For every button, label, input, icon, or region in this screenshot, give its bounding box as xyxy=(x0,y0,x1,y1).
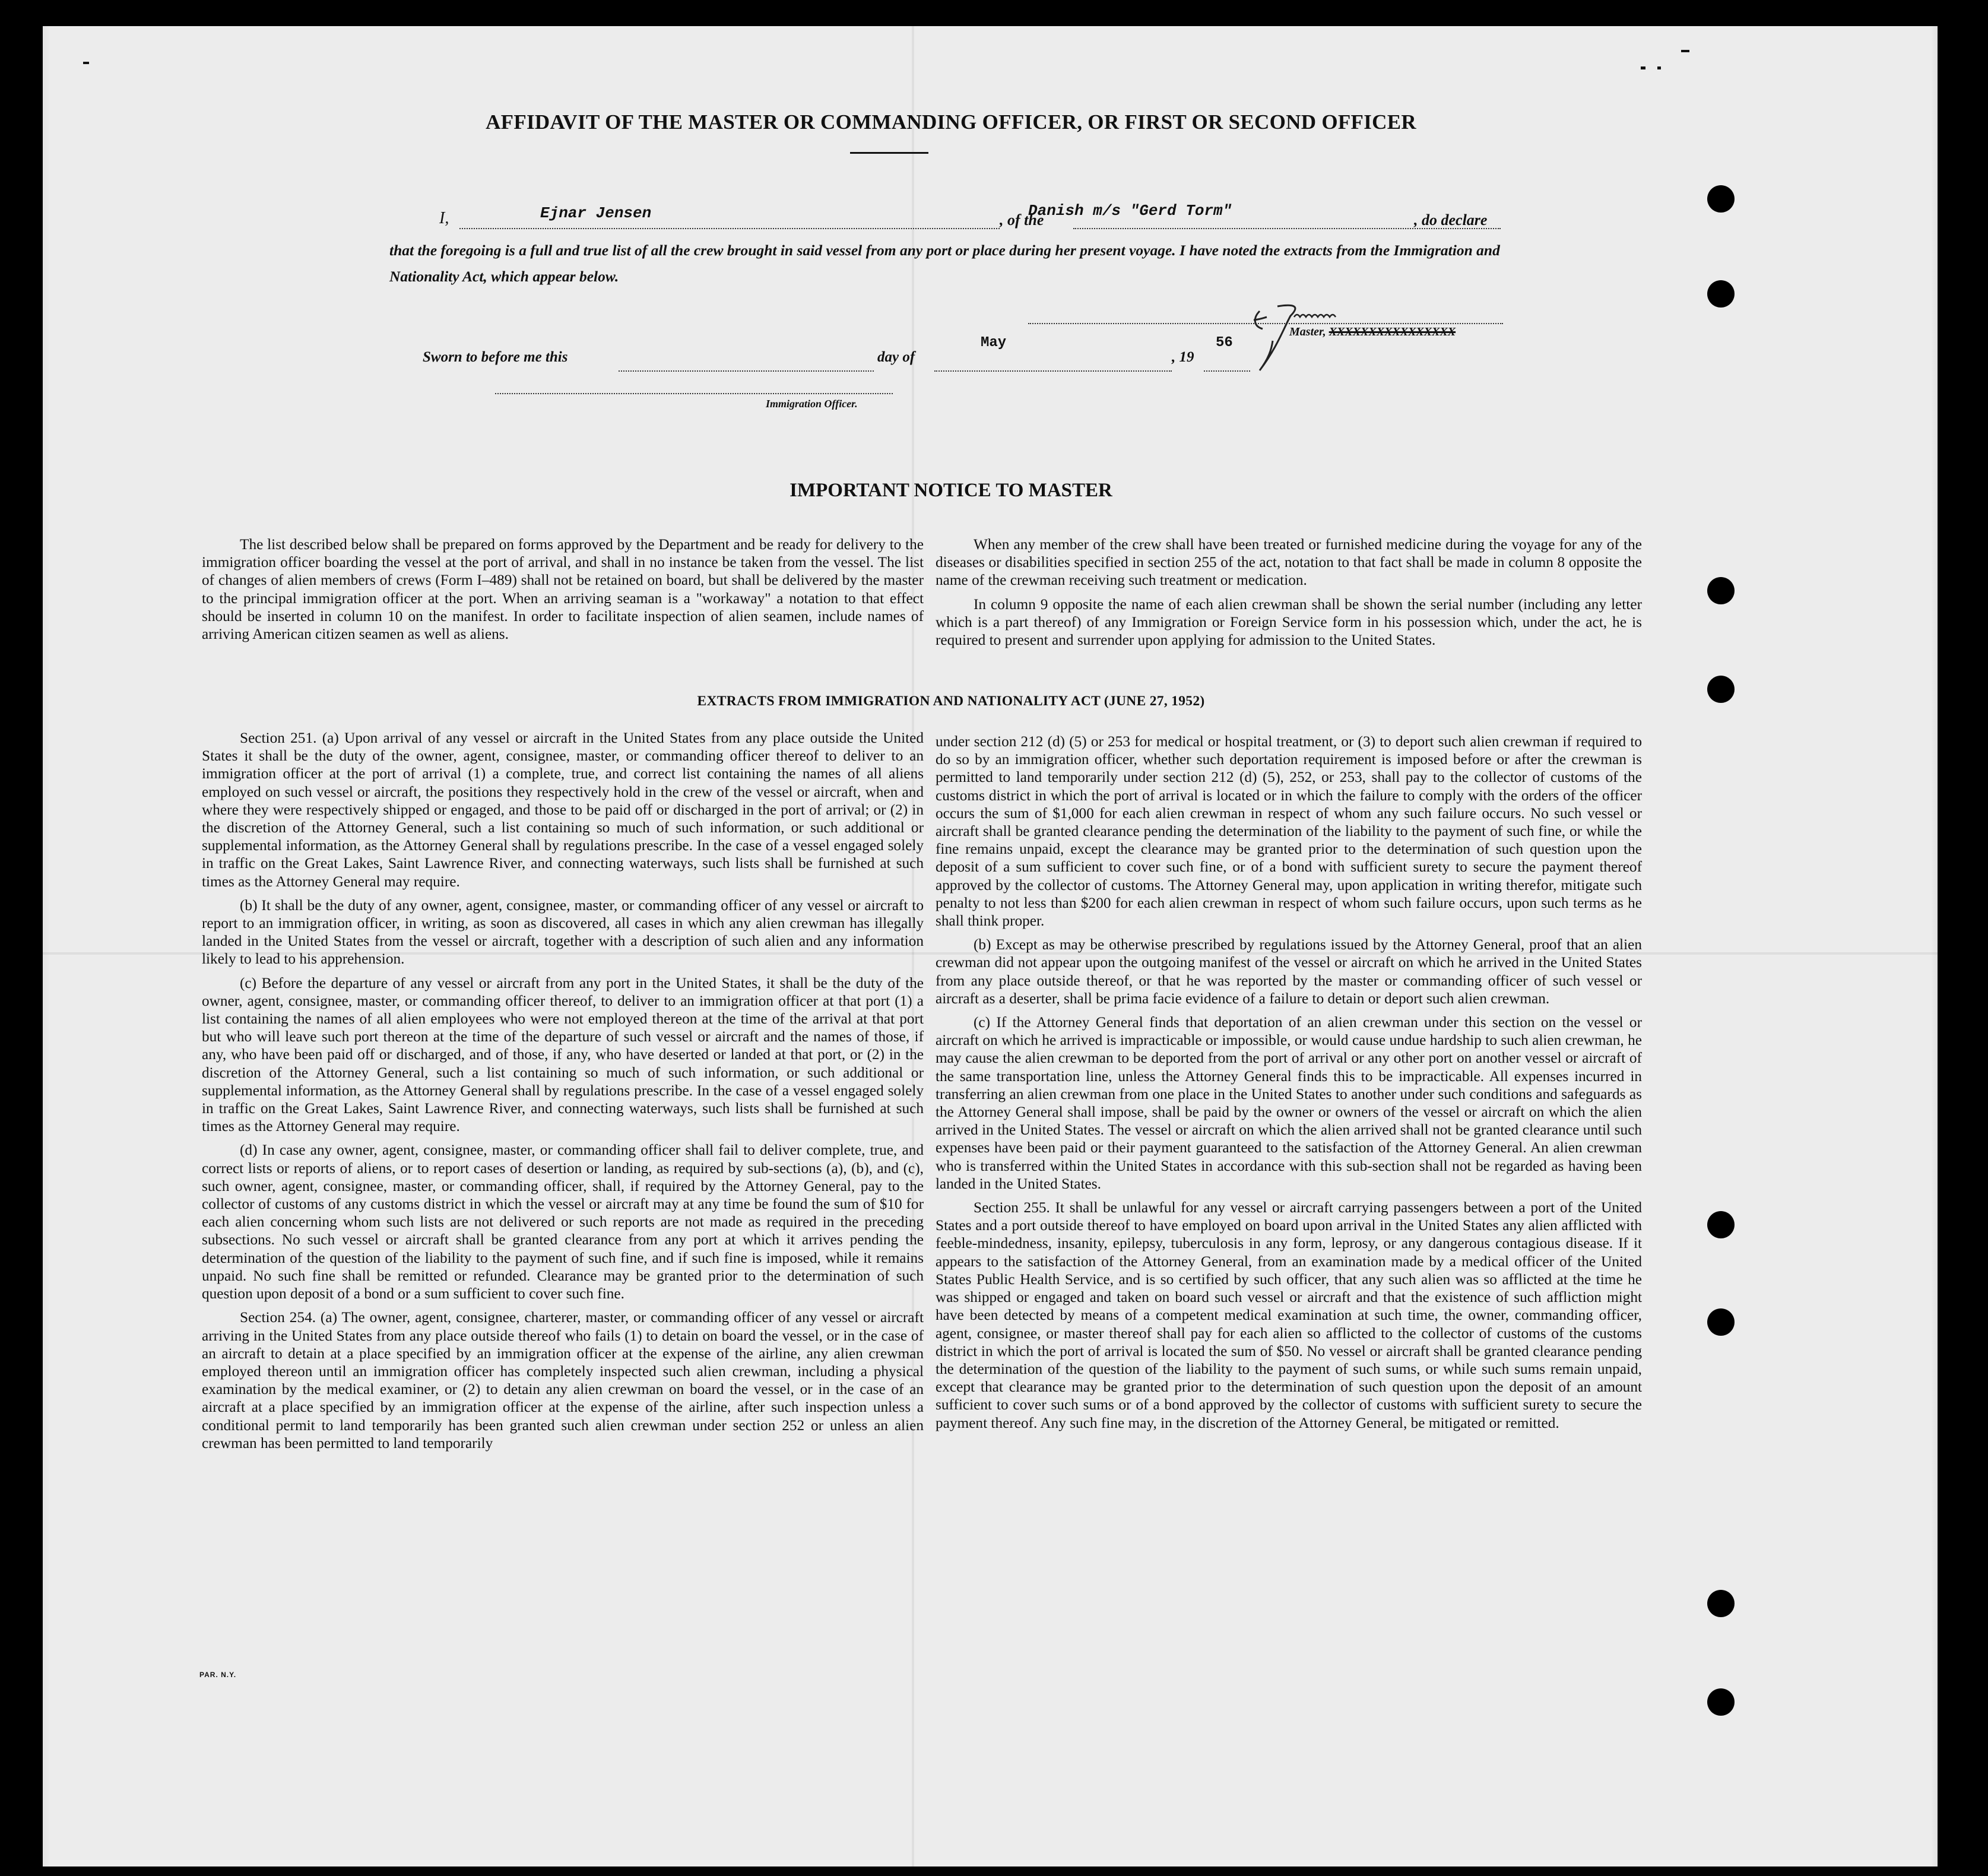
sworn-month-field xyxy=(934,347,1172,372)
sworn-line xyxy=(423,335,1254,370)
title-rule xyxy=(850,152,928,154)
section-254-c: (c) If the Attorney General finds that deportation of an alien crewman under this section on the vessel or aircraft on which he arrived is impracticable or impossible, or would cause undue hardship to such alien crewman, he may cause the alien crewman to be deported from the port of arrival or any other port on another vessel or aircraft of the same transportation line, unless the Attorney General finds this to be impracticable. All expenses incurred in transferring an alien crewman from one place in the United States to another under such conditions and safeguards as the Attorney General shall impose, shall be paid by the owner or owners of the vessel or aircraft on which the alien arrived in the United States. The vessel or aircraft on which the alien arrived shall not be granted clearance until such expenses have been paid or their payment guaranteed to the satisfaction of the Attorney General. An alien crewman who is transferred within the United States in accordance with this sub-section shall not be regarded as having been landed in the United States. xyxy=(936,1014,1642,1192)
punch-hole xyxy=(1707,577,1735,604)
year-prefix-label: , 19 xyxy=(1172,349,1194,365)
i-label: I, xyxy=(439,209,449,227)
extracts-right-column xyxy=(936,733,1642,1432)
section-251-d: (d) In case any owner, agent, consignee, master, or commanding officer shall fail to deliver complete, true, and correct lists or reports of aliens, or to report cases of desertion or landing, as required by sub-sections (a), (b), and (c), such owner, agent, consignee, master, or commanding officer, shall, if required by the Attorney General, pay to the collector of customs of any customs district in which the vessel or aircraft may at any time be found the sum of $10 for each alien concerning whom such lists are not delivered or such reports are not made as required in the preceding subsections. No such vessel or aircraft shall be granted clearance from any port at which it arrives pending the determination of the question of the liability to the payment of such fine, and if such fine is imposed, while it remains unpaid. No such fine shall be remitted or refunded. Clearance may be granted prior to the determination of such question upon deposit of a bond or a sum sufficient to cover such fine. xyxy=(202,1142,924,1303)
notice-right-paragraph-2: In column 9 opposite the name of each alien crewman shall be shown the serial number (including any letter which is a part thereof) of any Immigration or Foreign Service form in his possession which, under the act, he is required to present and surrender upon applying for admission to the United States. xyxy=(936,595,1642,649)
section-254-b: (b) Except as may be otherwise prescribed by regulations issued by the Attorney General, proof that an alien crewman did not appear upon the outgoing manifest of the vessel or aircraft on which he arrived in the United States from any place outside thereof, or that he was reported by the master or commanding officer of such vessel or aircraft as a deserter, shall be prima facie evidence of a failure to detain or deport such alien crewman. xyxy=(936,936,1642,1007)
struck-title: XXXXXXXXXXXXXXXX xyxy=(1328,325,1456,338)
section-254-a-continued: under section 212 (d) (5) or 253 for medical or hospital treatment, or (3) to deport such alien crewman if required to do so by an immigration officer, whether such deportation requirement is imposed before or after the crewman is permitted to land temporarily under section 212 (d) (5), 252, or 253, shall pay to the collector of customs of the customs district in which the port of arrival is located or in which the failure to comply with the orders of the officer occurs the sum of $1,000 for each alien crewman in respect of whom any such failure occurs. No such vessel or aircraft shall be granted clearance pending the determination of the liability to the payment of such fine, or while the fine remains unpaid, except the clearance may be granted prior to the determination of such question upon the deposit of a sum sufficient to cover such fine, or of a bond with sufficient surety to secure the payment thereof approved by the collector of customs. The Attorney General may, upon application in writing therefor, mitigate such penalty to not less than $200 for each alien crewman in respect of whom such failure occurs, upon such terms as he shall think proper. xyxy=(936,733,1642,930)
master-label: Master, XXXXXXXXXXXXXXXX xyxy=(1289,325,1456,338)
scan-mark xyxy=(83,62,89,64)
punch-hole xyxy=(1707,1590,1735,1617)
do-declare-label: , do declare xyxy=(1414,211,1488,229)
scan-mark xyxy=(1681,50,1689,52)
declaration-text: that the foregoing is a full and true list of all the crew brought in said vessel from any port or place during her present voyage. I have noted the extracts from the Immigration and Nationality Act, which appear below. xyxy=(389,242,1500,285)
sworn-month-value: May xyxy=(981,335,1007,351)
section-254-a: Section 254. (a) The owner, agent, consignee, charterer, master, or commanding officer of any vessel or aircraft arriving in the United States from any place outside thereof who fails (1) to detain on board the vessel, or in the case of an aircraft to detain at a place specified by an immigration officer at the expense of the airline, any alien crewman employed thereon until an immigration officer has completely inspected such alien crewman, including a physical examination by the medical examiner, or (2) to detain any alien crewman on board the vessel, or in the case of an aircraft at a place specified by an immigration officer at the expense of the airline, after such inspection unless a conditional permit to land temporarily has been granted such alien crewman under section 252 or unless an alien crewman has been permitted to land temporarily xyxy=(202,1309,924,1452)
punch-hole xyxy=(1707,1308,1735,1336)
notice-right-paragraph-1: When any member of the crew shall have been treated or furnished medicine during the voyage for any of the diseases or disabilities specified in section 255 of the act, notation to that fact shall be made in column 8 opposite the name of the crewman receiving such treatment or medication. xyxy=(936,536,1642,589)
punch-hole xyxy=(1707,676,1735,703)
document-page xyxy=(43,26,1938,1867)
section-251-b: (b) It shall be the duty of any owner, agent, consignee, master, or commanding officer of any vessel or aircraft to report to an immigration officer, in writing, as soon as discovered, all cases in which any alien crewman has illegally landed in the United States from the vessel or aircraft, together with a description of such alien and any information likely to lead to his apprehension. xyxy=(202,896,924,968)
section-251-a: Section 251. (a) Upon arrival of any vessel or aircraft in the United States from any place outside the United States it shall be the duty of the owner, agent, consignee, master, or commanding officer thereof to deliver to an immigration officer at the port of arrival (1) a complete, true, and correct list containing the names of all aliens employed on such vessel or aircraft, the positions they respectively hold in the crew of the vessel or aircraft, when and where they were respectively shipped or engaged, and those to be paid off or discharged in the port of arrival; or (2) in the discretion of the Attorney General, such a list containing so much of such information, or such additional or supplemental information, as the Attorney General shall by regulations prescribe. In the case of a vessel engaged solely in traffic on the Great Lakes, Saint Lawrence River, and connecting waterways, such lists shall be furnished at such times as the Attorney General may require. xyxy=(202,730,924,890)
punch-hole xyxy=(1707,280,1735,308)
notice-right-column xyxy=(936,535,1642,649)
scan-mark xyxy=(1657,66,1661,69)
important-notice-heading: IMPORTANT NOTICE TO MASTER xyxy=(790,480,1112,501)
punch-hole xyxy=(1707,1688,1735,1716)
extracts-heading: EXTRACTS FROM IMMIGRATION AND NATIONALITY ACT (JUNE 27, 1952) xyxy=(697,693,1205,709)
sworn-day-field xyxy=(619,347,874,372)
day-of-label: day of xyxy=(877,349,915,365)
of-the-label: , of the xyxy=(1000,211,1044,229)
scan-mark xyxy=(1641,66,1645,69)
section-255: Section 255. It shall be unlawful for any vessel or aircraft carrying passengers between a port of the United States and a port outside thereof to have employed on board upon arrival in the United States any alien afflicted with feeble-mindedness, insanity, epilepsy, tuberculosis in any form, leprosy, or any dangerous contagious disease. If it appears to the satisfaction of the Attorney General, from an examination made by a medical officer of the United States Public Health Service, and is so certified by such officer, that any such alien was so afflicted at the time he was shipped or engaged and taken on board such vessel or aircraft and that the existence of such affliction might have been detected by means of a competent medical examination at such time, the owner, commanding officer, agent, consignee, or master thereof shall pay for each alien so afflicted to the collector of customs of the customs district in which the port of arrival is located the sum of $50. No vessel or aircraft shall be granted clearance pending the determination of the question of the liability to the payment of such sums, or while such sums remain unpaid, except that clearance may be granted prior to the determination of such question upon the deposit of an amount sufficient to cover such sums or of a bond approved by the collector of customs with sufficient surety to secure the payment thereof. Any such fine may, in the discretion of the Attorney General, be mitigated or remitted. xyxy=(936,1199,1642,1431)
vessel-name-value: Danish m/s "Gerd Torm" xyxy=(1028,202,1232,220)
notice-left-paragraph: The list described below shall be prepared on forms approved by the Department and be ready for delivery to the immigration officer boarding the vessel at the port of arrival, and shall in no instance be taken from the vessel. The list of changes of alien members of crews (Form I–489) shall not be retained on board, but shall be delivered by the master to the principal immigration officer at the port. When an arriving seaman is a "workaway" a notation to that effect should be inserted in column 10 on the manifest. In order to facilitate inspection of alien seamen, include names of arriving American citizen seamen as well as aliens. xyxy=(202,536,924,643)
affidavit-title: AFFIDAVIT OF THE MASTER OR COMMANDING OFFICER, OR FIRST OR SECOND OFFICER xyxy=(486,110,1416,134)
immigration-officer-signature-line xyxy=(495,393,893,394)
year-value: 56 xyxy=(1216,335,1233,351)
notice-left-column xyxy=(202,535,924,643)
print-code: PAR. N.Y. xyxy=(199,1671,237,1679)
immigration-officer-label: Immigration Officer. xyxy=(766,398,858,410)
section-251-c: (c) Before the departure of any vessel or aircraft from any port in the United States, it shall be the duty of the owner, agent, consignee, master, or commanding officer thereof, to deliver to an immigration officer at that port (1) a list containing the names of all alien employees who were not employed thereon at the time of the arrival at that port but who will leave such port thereon at the time of the departure of such vessel or aircraft and the names of those, if any, who have been paid off or discharged, and of those, if any, who have deserted or landed at that port, or (2) in the discretion of the Attorney General, such a list containing so much of such information, or such additional or supplemental information, as the Attorney General shall by regulations prescribe. In the case of a vessel engaged solely in traffic on the Great Lakes, Saint Lawrence River, and connecting waterways, such lists shall be furnished at such times as the Attorney General may require. xyxy=(202,974,924,1135)
punch-hole xyxy=(1707,1211,1735,1238)
officer-name-value: Ejnar Jensen xyxy=(540,204,652,222)
extracts-left-column xyxy=(202,729,924,1452)
sworn-label: Sworn to before me this xyxy=(423,349,568,365)
punch-hole xyxy=(1707,185,1735,213)
affidavit-declaration-line xyxy=(387,204,1515,234)
